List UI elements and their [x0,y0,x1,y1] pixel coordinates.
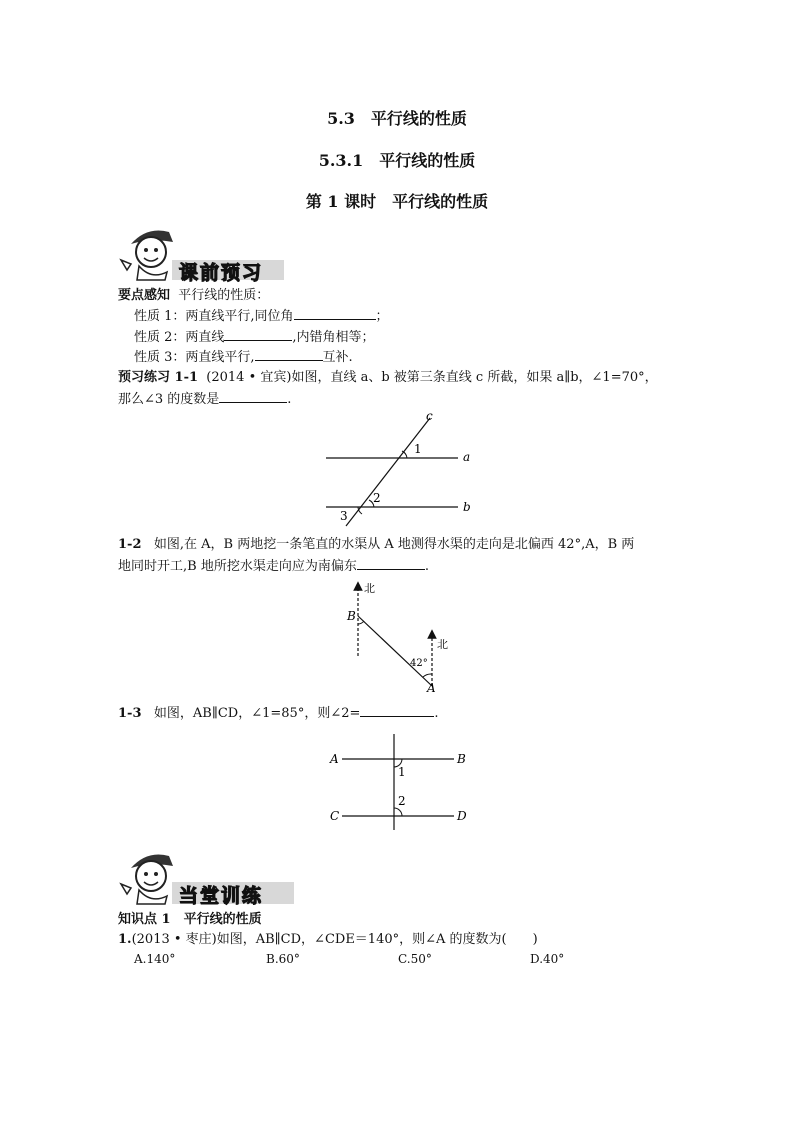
label-1: 1 [414,442,422,456]
exercise-1-2-line2 [118,556,429,575]
label-c: c [426,409,433,423]
exercise-1-1-label: 预习练习 1-1 [118,370,199,385]
exercise-1-3-text: 如图，AB∥CD，∠1=85°，则∠2= [153,706,361,721]
exercise-1-1-line1 [118,369,658,386]
label-a: a [463,450,471,464]
canal-line [358,616,432,686]
option-a[interactable]: A.140° [134,952,176,966]
property-1-text: 性质 1：两直线平行,同位角 [134,309,294,324]
preview-banner [117,224,287,282]
classroom-banner-text: 当堂训练 [179,885,264,907]
exercise-1-1-text: (2014 • 宜宾)如图，直线 a、b 被第三条直线 c 所截，如果 a∥b，∠1=70°， [206,370,658,385]
label-B: B [457,752,466,766]
period: . [424,559,429,574]
key-points-heading: 要点感知 [118,288,171,303]
subsection-title: 5.3.1 平行线的性质 [318,151,476,170]
preview-banner-text: 课前预习 [179,262,264,284]
angle-2-arc [394,808,402,816]
option-c[interactable]: C.50° [398,952,432,966]
exercise-1-3-label: 1-3 [118,706,142,721]
period: . [287,392,292,407]
property-3 [134,347,353,366]
exercise-1-2-text2: 地同时开工,B 地所挖水渠走向应为南偏东 [118,559,357,574]
point-b-label: B [347,609,356,623]
point-a-label: A [427,681,436,695]
option-b[interactable]: B.60° [266,952,300,966]
key-points-intro [118,287,269,304]
label-2: 2 [373,491,381,505]
property-1 [134,306,389,325]
label-b: b [463,500,471,514]
label-3: 3 [340,509,348,523]
property-2-text: 性质 2：两直线 [134,330,225,345]
property-3-suffix: 互补. [322,350,353,365]
option-d[interactable]: D.40° [530,952,565,966]
question-1 [118,931,538,948]
angle-42-label: 42° [410,658,428,669]
answer-blank[interactable] [219,389,287,403]
period: . [434,706,439,721]
angle-a-arc [423,674,432,677]
knowledge-point-heading: 知识点 1 平行线的性质 [118,912,262,927]
answer-blank[interactable] [224,327,292,341]
label-D: D [457,809,467,823]
property-2-suffix: ,内错角相等； [292,330,375,345]
classroom-banner [117,848,297,906]
answer-blank[interactable] [294,306,376,320]
angle-b-arc [358,621,364,624]
question-1-number: 1. [118,932,132,947]
figure-canal-directions [340,578,460,698]
north-label-a: 北 [437,638,448,651]
exercise-1-2-label: 1-2 [118,537,142,552]
answer-blank[interactable] [357,556,425,570]
lesson-title: 第 1 课时 平行线的性质 [305,192,489,211]
label-C: C [330,809,340,823]
exercise-1-1-line2 [118,389,291,408]
label-A: A [330,752,339,766]
question-1-text: (2013 • 枣庄)如图，AB∥CD，∠CDE＝140°，则∠A 的度数为( ) [131,932,538,947]
exercise-1-2-text: 如图,在 A，B 两地挖一条笔直的水渠从 A 地测得水渠的走向是北偏西 42°,A，B 两 [153,537,635,552]
exercise-1-2-line1 [118,536,634,553]
north-label-b: 北 [364,582,375,595]
key-points-intro-text: 平行线的性质： [178,288,270,303]
property-1-suffix: ； [375,309,389,324]
figure-parallel-lines-transversal [320,408,480,528]
label-2: 2 [398,794,406,808]
figure-ab-cd-parallel [326,732,476,832]
section-title: 5.3 平行线的性质 [327,109,467,128]
label-1: 1 [398,765,406,779]
exercise-1-3 [118,703,439,722]
exercise-1-1-text2: 那么∠3 的度数是 [118,392,220,407]
property-3-text: 性质 3：两直线平行, [134,350,255,365]
property-2 [134,327,375,346]
answer-blank[interactable] [255,347,323,361]
answer-blank[interactable] [360,703,434,717]
angle-1-arc [402,451,407,458]
